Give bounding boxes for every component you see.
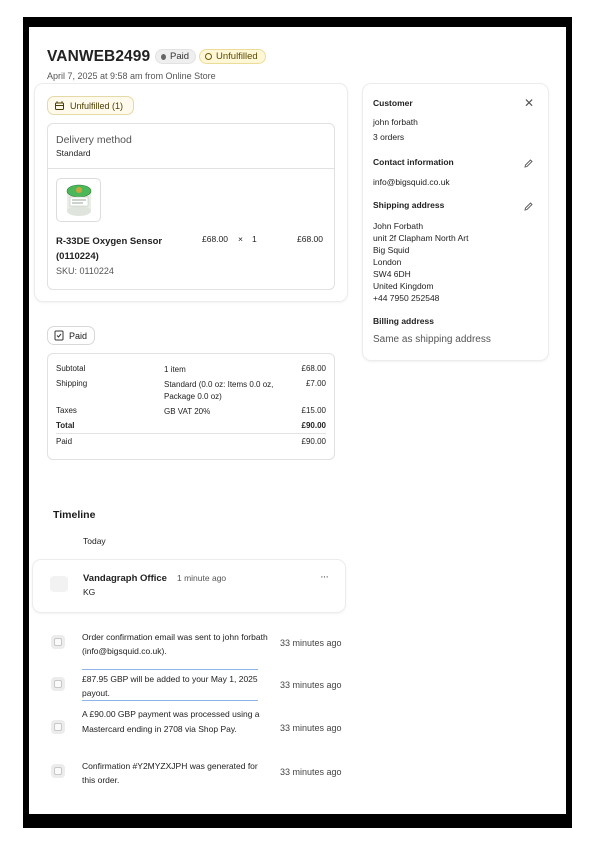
contact-heading: Contact information [373,157,454,167]
unfulfilled-pill-label: Unfulfilled (1) [70,100,124,111]
product-line-total: £68.00 [297,234,323,244]
product-name-line2: (0110224) [56,251,99,262]
more-actions-icon[interactable]: ··· [320,571,328,583]
unfulfilled-ring-icon [205,53,212,60]
paid-pill-label: Paid [69,330,88,341]
divider [56,433,326,434]
summary-detail: GB VAT 20% [164,407,211,416]
product-name-line1: R-33DE Oxygen Sensor [56,236,163,247]
edit-address-pencil-icon[interactable] [523,199,534,217]
unfulfilled-badge-label: Unfulfilled [216,51,258,62]
product-name[interactable] [56,234,162,264]
timeline-event-text: Confirmation #Y2MYZXJPH was generated for this order. [82,761,258,785]
unfulfilled-status-badge [199,49,266,64]
address-line: unit 2f Clapham North Art [373,233,469,243]
timeline-comment-card [33,560,345,612]
product-price: £68.00 [202,234,228,244]
order-title: VANWEB2499 [47,48,151,65]
divider [47,168,335,169]
address-line: John Forbath [373,221,424,231]
timeline-heading: Timeline [53,509,96,521]
unfulfilled-pill[interactable] [47,96,134,115]
address-line: United Kingdom [373,281,434,291]
summary-label: Total [56,421,75,430]
summary-detail: 1 item [164,365,186,374]
paid-pill[interactable] [47,326,95,345]
close-icon[interactable]: ✕ [524,96,535,110]
shipping-address-heading: Shipping address [373,200,445,210]
summary-value: £15.00 [301,406,326,415]
address-line: +44 7950 252548 [373,293,440,303]
timeline-event-text: £87.95 GBP will be added to your May 1, 2025 payout. [82,669,258,701]
comment-avatar [50,576,68,592]
summary-value: £90.00 [301,437,326,446]
product-sku: SKU: 0110224 [56,266,114,276]
summary-label: Subtotal [56,364,86,373]
customer-email-link[interactable]: info@bigsquid.co.uk [373,177,450,187]
timeline-today-label: Today [83,536,106,546]
address-line: London [373,257,402,267]
timeline-event-text: A £90.00 GBP payment was processed using a Mastercard ending in 2708 via Shop Pay. [82,709,260,734]
customer-orders-link[interactable]: 3 orders [373,132,405,142]
paid-badge-label: Paid [169,51,189,62]
comment-time: 1 minute ago [177,573,227,583]
summary-value: £90.00 [301,421,326,430]
summary-detail: Standard (0.0 oz: Items 0.0 oz, Package 0.0 oz) [164,380,274,401]
paid-dot-icon [161,54,166,60]
delivery-method-label: Delivery method [56,134,132,146]
edit-contact-pencil-icon[interactable] [523,156,534,174]
order-subtitle: April 7, 2025 at 9:58 am from Online Store [47,71,216,81]
delivery-method-value: Standard [56,148,91,158]
summary-value: £68.00 [301,364,326,373]
paid-status-badge [155,49,196,64]
customer-heading: Customer [373,98,413,108]
address-line: Big Squid [373,245,410,255]
product-qty: 1 [252,234,257,244]
summary-value: £7.00 [305,379,326,388]
billing-value: Same as shipping address [373,334,491,345]
timeline-event-time: 33 minutes ago [280,680,342,690]
times-sign: × [238,234,243,244]
oxygen-sensor-image-icon [61,181,97,219]
event-icon [51,764,65,778]
billing-heading: Billing address [373,316,434,326]
shipping-address-block [373,220,468,304]
timeline-event-time: 33 minutes ago [280,767,342,777]
event-icon [51,720,65,734]
timeline-event-text: Order confirmation email was sent to john forbath (info@bigsquid.co.uk). [82,632,268,656]
package-icon [54,100,65,111]
comment-author: Vandagraph Office [83,573,167,584]
event-icon [51,635,65,649]
timeline-event-time: 33 minutes ago [280,638,342,648]
product-thumbnail[interactable] [56,178,101,222]
event-icon [51,677,65,691]
timeline-event-time: 33 minutes ago [280,723,342,733]
summary-label: Paid [56,437,73,446]
summary-label: Shipping [56,379,88,388]
address-line: SW4 6DH [373,269,411,279]
comment-body: KG [83,587,96,597]
summary-label: Taxes [56,406,77,415]
receipt-check-icon [54,330,64,341]
customer-name-link[interactable]: john forbath [373,117,418,127]
